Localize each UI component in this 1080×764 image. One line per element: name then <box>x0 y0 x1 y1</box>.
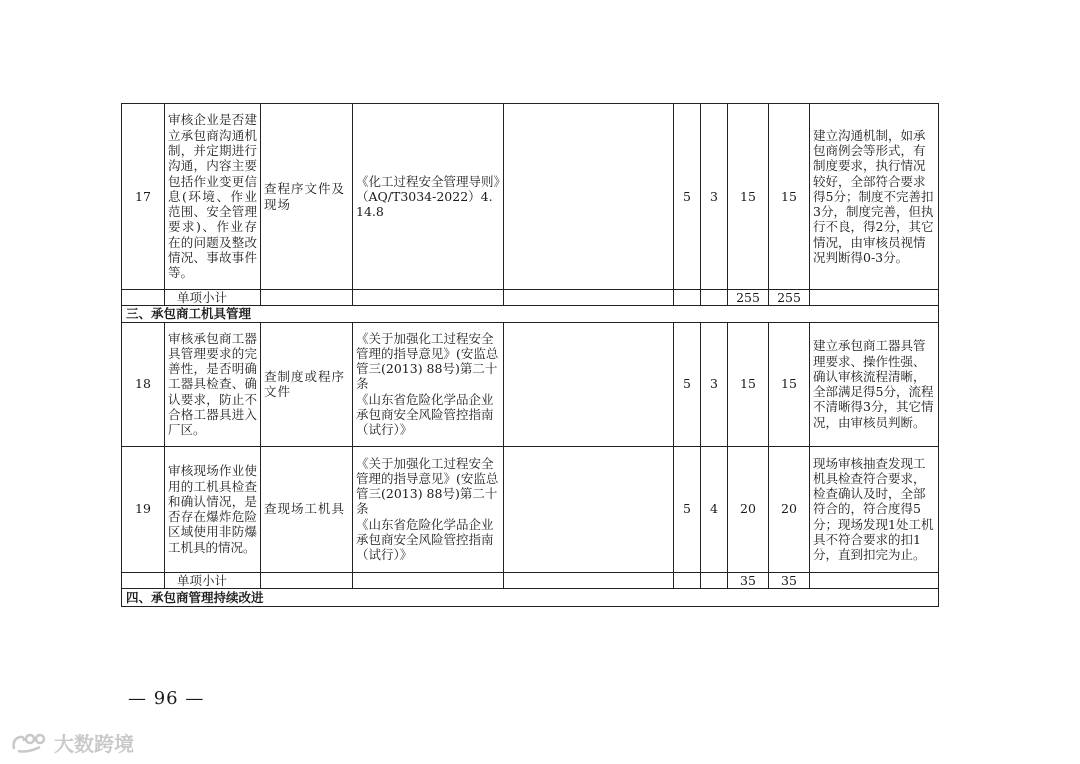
score-cell: 15 <box>769 322 810 446</box>
row-number: 17 <box>122 104 165 290</box>
score-cell: 5 <box>674 446 701 572</box>
audit-method: 查程序文件及现场 <box>261 104 353 290</box>
audit-item: 审核承包商工器具管理要求的完善性，是否明确工器具检查、确认要求，防止不合格工器具进入厂区。 <box>165 322 261 446</box>
score-cell: 15 <box>728 104 769 290</box>
table-row <box>122 322 939 446</box>
score-cell: 15 <box>769 104 810 290</box>
audit-basis: 《关于加强化工过程安全管理的指导意见》(安监总管三(2013) 88号)第二十条 《山东省危险化学品企业承包商安全风险管控指南（试行）》 <box>353 446 504 572</box>
subtotal-value: 255 <box>769 290 810 306</box>
audit-item: 审核现场作业使用的工机具检查和确认情况，是否存在爆炸危险区域使用非防爆工机具的情况。 <box>165 446 261 572</box>
audit-method: 查现场工机具 <box>261 446 353 572</box>
table-row <box>122 446 939 572</box>
subtotal-value: 35 <box>769 572 810 588</box>
section-title: 三、承包商工机具管理 <box>122 306 939 322</box>
scoring-criteria: 建立沟通机制，如承包商例会等形式，有制度要求，执行情况较好，全部符合要求得5分；制度不完善扣3分，制度完善，但执行不良，得2分，其它情况，由审核员视情况判断得0-3分。 <box>810 104 939 290</box>
score-cell: 20 <box>728 446 769 572</box>
watermark-text: 大数跨境 <box>54 732 134 756</box>
page-number: — 96 — <box>128 688 205 709</box>
section-header-row <box>122 306 939 322</box>
score-cell: 3 <box>701 322 728 446</box>
score-cell: 4 <box>701 446 728 572</box>
audit-basis: 《关于加强化工过程安全管理的指导意见》(安监总管三(2013) 88号)第二十条 《山东省危险化学品企业承包商安全风险管控指南（试行）》 <box>353 322 504 446</box>
score-cell: 3 <box>701 104 728 290</box>
subtotal-value: 35 <box>728 572 769 588</box>
score-cell: 5 <box>674 104 701 290</box>
row-number: 18 <box>122 322 165 446</box>
subtotal-row <box>122 572 939 588</box>
audit-basis: 《化工过程安全管理导则》（AQ/T3034-2022）4.14.8 <box>353 104 504 290</box>
row-number: 19 <box>122 446 165 572</box>
blank-cell <box>504 322 674 446</box>
subtotal-value: 255 <box>728 290 769 306</box>
subtotal-row <box>122 290 939 306</box>
audit-method: 查制度或程序文件 <box>261 322 353 446</box>
subtotal-label: 单项小计 <box>165 572 261 588</box>
blank-cell <box>504 446 674 572</box>
score-cell: 20 <box>769 446 810 572</box>
score-cell: 5 <box>674 322 701 446</box>
watermark <box>10 728 134 757</box>
section-header-row <box>122 588 939 606</box>
subtotal-label: 单项小计 <box>165 290 261 306</box>
scoring-criteria: 现场审核抽查发现工机具检查符合要求，检查确认及时，全部符合的，符合度得5分；现场发现1处工机具不符合要求的扣1分，直到扣完为止。 <box>810 446 939 572</box>
blank-cell <box>504 104 674 290</box>
scoring-criteria: 建立承包商工器具管理要求、操作性强、确认审核流程清晰，全部满足得5分，流程不清晰得3分，其它情况，由审核员判断。 <box>810 322 939 446</box>
audit-item: 审核企业是否建立承包商沟通机制，并定期进行沟通，内容主要包括作业变更信息(环境、作业范围、安全管理要求)、作业存在的问题及整改情况、事故事件等。 <box>165 104 261 290</box>
table-row <box>122 104 939 290</box>
section-title: 四、承包商管理持续改进 <box>122 588 939 606</box>
score-cell: 15 <box>728 322 769 446</box>
audit-table <box>121 103 939 607</box>
watermark-logo-icon <box>10 731 50 755</box>
